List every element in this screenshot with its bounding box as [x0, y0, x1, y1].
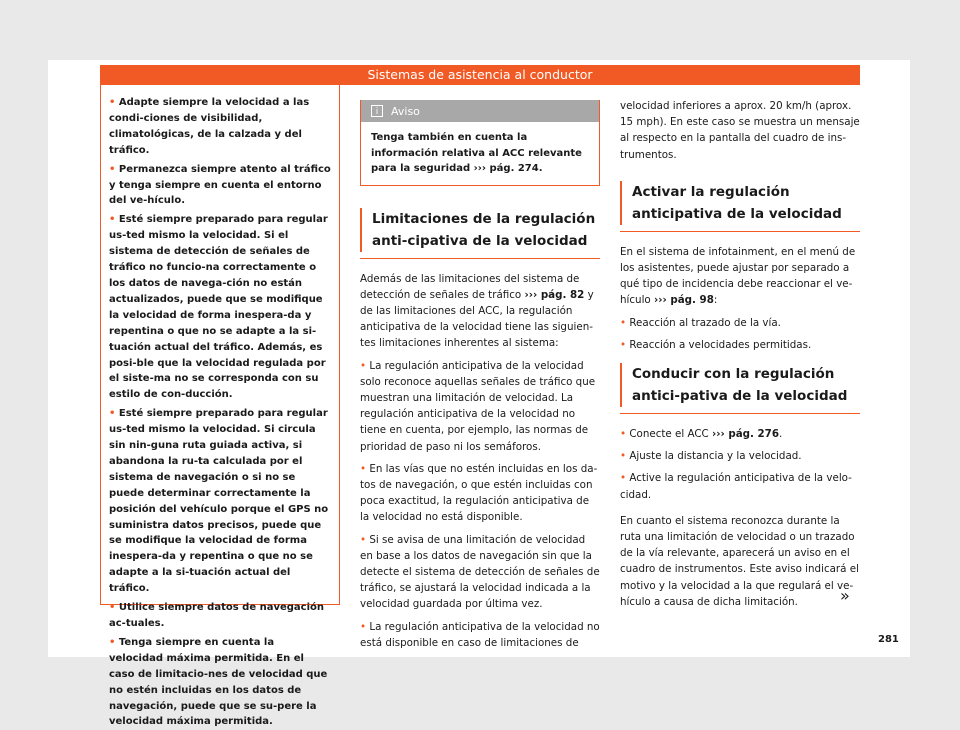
list-item: • Ajuste la distancia y la velocidad.	[620, 450, 802, 463]
bullet-icon: •	[620, 338, 630, 351]
bullet-icon: •	[360, 359, 370, 372]
continued-text: velocidad inferiores a aprox. 20 km/h (aprox. 15 mph). En este caso se muestra un mensaje al respecto en la pantalla del cuadro de ins-trumentos.	[620, 100, 860, 161]
chapter-header: Sistemas de asistencia al conductor	[100, 65, 860, 85]
aviso-header	[361, 100, 599, 122]
list-item: • Active la regulación anticipativa de la velo-cidad.	[620, 472, 852, 501]
bullet-icon: •	[109, 214, 119, 226]
page-reference: ››› pág. 276	[712, 428, 780, 441]
bullet-icon: •	[109, 163, 119, 175]
section-title-limitaciones: Limitaciones de la regulación anti-cipativa de la velocidad	[360, 208, 600, 252]
bullet-icon: •	[109, 602, 119, 614]
list-item: • Reacción al trazado de la vía.	[620, 316, 781, 329]
bullet-icon: •	[109, 408, 119, 420]
bullet-icon: •	[620, 428, 630, 441]
section-intro: Además de las limitaciones del sistema de detección de señales de tráfico ››› pág. 82 y de las limitaciones del ACC, la regulación anticipativa de la velocidad tiene las siguien-tes limitaciones inherentes al sistema:	[360, 272, 594, 350]
section-divider	[620, 413, 860, 414]
aviso-label: Aviso	[391, 104, 420, 118]
continue-arrow-icon: »	[840, 586, 850, 605]
list-item: • Adapte siempre la velocidad a las condi-ciones de visibilidad, climatológicas, de la calzada y del tráfico.	[109, 97, 310, 156]
list-item: • Esté siempre preparado para regular us-ted mismo la velocidad. Si el sistema de detección de señales de tráfico no funcio-na correctamente o los datos de navega-ción no están actualizados, puede que se modifique la velocidad de forma inespera-da y repentina o que no se adapte a la si-tuación actual del tráfico. Además, es posi-ble que la velocidad regulada por el siste-ma no se corresponda con su estilo de con-ducción.	[109, 214, 328, 401]
section-title-activar: Activar la regulación anticipativa de la velocidad	[620, 181, 860, 225]
section-divider	[360, 258, 600, 259]
list-item: • Utilice siempre datos de navegación ac-tuales.	[109, 602, 325, 629]
bullet-icon: •	[360, 462, 370, 475]
aviso-box	[360, 100, 600, 186]
aviso-body: Tenga también en cuenta la información relativa al ACC relevante para la seguridad ››› pág. 274.	[371, 132, 582, 174]
section-title-conducir: Conducir con la regulación antici-pativa de la velocidad	[620, 363, 860, 407]
bullet-icon: •	[360, 620, 370, 633]
info-icon: i	[371, 105, 383, 117]
middle-column	[360, 100, 600, 657]
page-reference: ››› pág. 98	[654, 294, 714, 307]
right-column	[620, 98, 860, 616]
list-item: • Si se avisa de una limitación de velocidad en base a los datos de navegación sin que la detecte el sistema de detección de señales de tráfico, se ajustará la velocidad indicada a la velocidad guardada por última vez.	[360, 533, 600, 611]
warning-column	[100, 85, 340, 728]
bullet-icon: •	[360, 533, 370, 546]
bullet-icon: •	[109, 97, 119, 108]
bullet-icon: •	[620, 450, 630, 463]
list-item: • Esté siempre preparado para regular us-ted mismo la velocidad. Si circula sin nin-guna ruta guiada activa, si abandona la ru-ta calculada por el sistema de navegación o si no se puede determinar correctamente la posición del vehículo porque el GPS no suministra datos precisos, puede que se modifique la velocidad de forma inespera-da y repentina o que no se adapte a la si-tuación actual del tráfico.	[109, 408, 329, 595]
list-item: • Conecte el ACC ››› pág. 276.	[620, 428, 783, 441]
bullet-icon: •	[620, 472, 630, 485]
section-divider	[620, 231, 860, 232]
list-item: • Reacción a velocidades permitidas.	[620, 338, 812, 351]
bullet-icon: •	[620, 316, 630, 329]
body-paragraph: En cuanto el sistema reconozca durante la ruta una limitación de velocidad o un trazado de la vía relevante, aparecerá un aviso en el cuadro de instrumentos. Este aviso indicará el motivo y la velocidad a la que regulará el ve-hículo a causa de dicha limitación.	[620, 514, 859, 608]
list-item: • Permanezca siempre atento al tráfico y tenga siempre en cuenta el entorno del ve-hículo.	[109, 163, 331, 207]
list-item: • La regulación anticipativa de la velocidad no está disponible en caso de limitaciones de	[360, 620, 600, 649]
list-item: • La regulación anticipativa de la velocidad solo reconoce aquellas señales de tráfico que muestran una limitación de velocidad. La regulación anticipativa de la velocidad no tiene en cuenta, por ejemplo, las normas de prioridad de paso ni los semáforos.	[360, 359, 596, 453]
page-number: 281	[878, 634, 899, 645]
list-item: • Tenga siempre en cuenta la velocidad máxima permitida. En el caso de limitacio-nes de velocidad que no estén incluidas en los datos de navegación, puede que se su-pere la velocidad máxima permitida.	[109, 636, 328, 728]
page-reference: ››› pág. 274.	[473, 163, 543, 174]
page-reference: ››› pág. 82	[524, 288, 585, 301]
list-item: • En las vías que no estén incluidas en los da-tos de navegación, o que estén incluidas con poca exactitud, la regulación anticipativa de la velocidad no está disponible.	[360, 462, 598, 524]
section-intro: En el sistema de infotainment, en el menú de los asistentes, puede ajustar por separado a qué tipo de incidencia debe reaccionar el ve-hículo ››› pág. 98:	[620, 245, 856, 307]
bullet-icon: •	[109, 636, 119, 648]
